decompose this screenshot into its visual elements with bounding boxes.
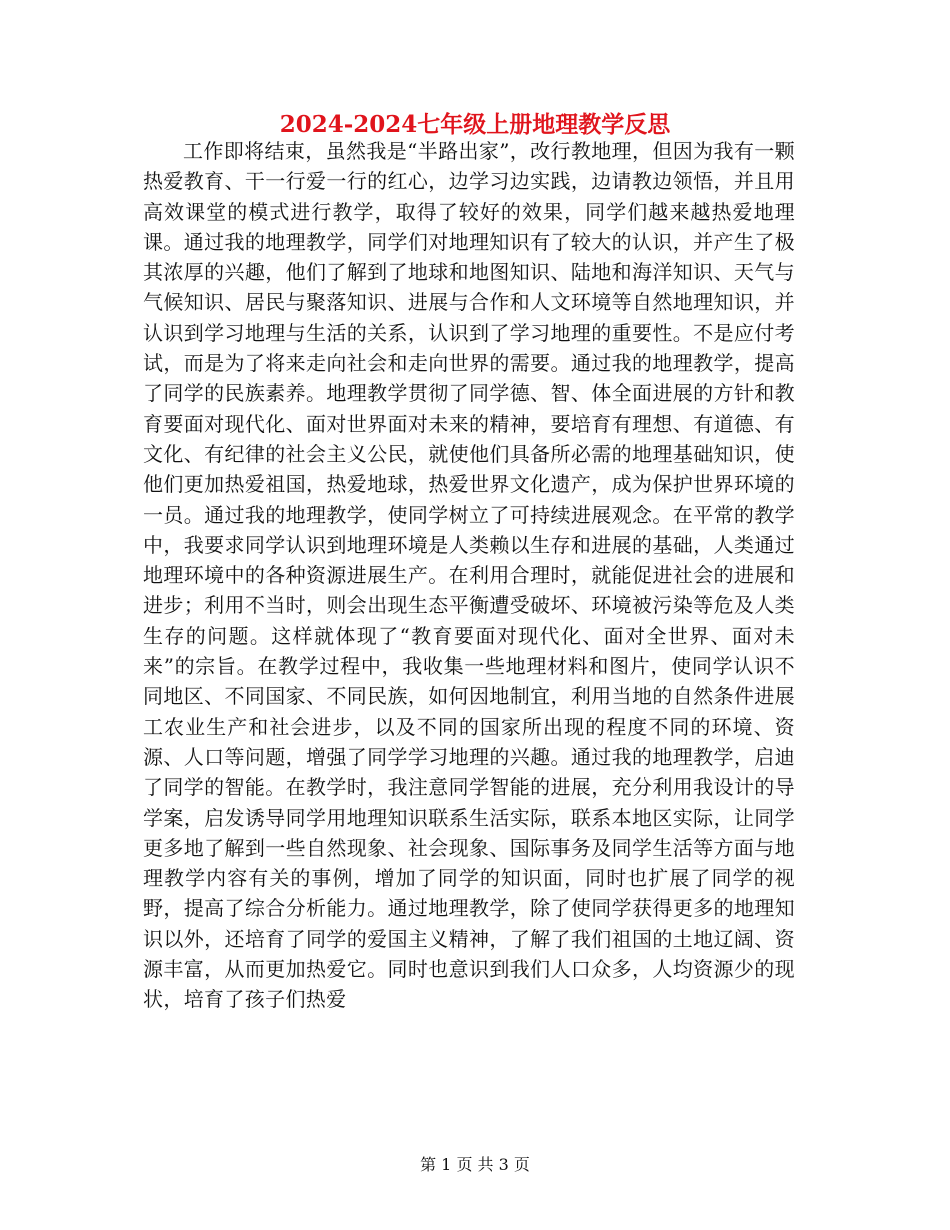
- page-number-footer: 第 1 页 共 3 页: [420, 1155, 530, 1174]
- body-paragraph: 工作即将结束，虽然我是“半路出家”，改行教地理，但因为我有一颗热爱教育、干一行爱一行的红心，边学习边实践，边请教边领悟，并且用高效课堂的模式进行教学，取得了较好的效果，同学们越来越热爱地理课。通过我的地理教学，同学们对地理知识有了较大的认识，并产生了极其浓厚的兴趣，他们了解到了地球和地图知识、陆地和海洋知识、天气与气候知识、居民与聚落知识、进展与合作和人文环境等自然地理知识，并认识到学习地理与生活的关系，认识到了学习地理的重要性。不是应付考试，而是为了将来走向社会和走向世界的需要。通过我的地理教学，提高了同学的民族素养。地理教学贯彻了同学德、智、体全面进展的方针和教育要面对现代化、面对世界面对未来的精神，要培育有理想、有道德、有文化、有纪律的社会主义公民，就使他们具备所必需的地理基础知识，使他们更加热爱祖国，热爱地球，热爱世界文化遗产，成为保护世界环境的一员。通过我的地理教学，使同学树立了可持续进展观念。在平常的教学中，我要求同学认识到地理环境是人类赖以生存和进展的基础，人类通过地理环境中的各种资源进展生产。在利用合理时，就能促进社会的进展和进步；利用不当时，则会出现生态平衡遭受破坏、环境被污染等危及人类生存的问题。这样就体现了“教育要面对现代化、面对全世界、面对未来”的宗旨。在教学过程中，我收集一些地理材料和图片，使同学认识不同地区、不同国家、不同民族，如何因地制宜，利用当地的自然条件进展工农业生产和社会进步，以及不同的国家所出现的程度不同的环境、资源、人口等问题，增强了同学学习地理的兴趣。通过我的地理教学，启迪了同学的智能。在教学时，我注意同学智能的进展，充分利用我设计的导学案，启发诱导同学用地理知识联系生活实际，联系本地区实际，让同学更多地了解到一些自然现象、社会现象、国际事务及同学生活等方面与地理教学内容有关的事例，增加了同学的知识面，同时也扩展了同学的视野，提高了综合分析能力。通过地理教学，除了使同学获得更多的地理知识以外，还培育了同学的爱国主义精神，了解了我们祖国的土地辽阔、资源丰富，从而更加热爱它。同时也意识到我们人口众多，人均资源少的现状，培育了孩子们热爱: [143, 139, 795, 1012]
- document-title: 2024-2024七年级上册地理教学反思: [279, 111, 671, 138]
